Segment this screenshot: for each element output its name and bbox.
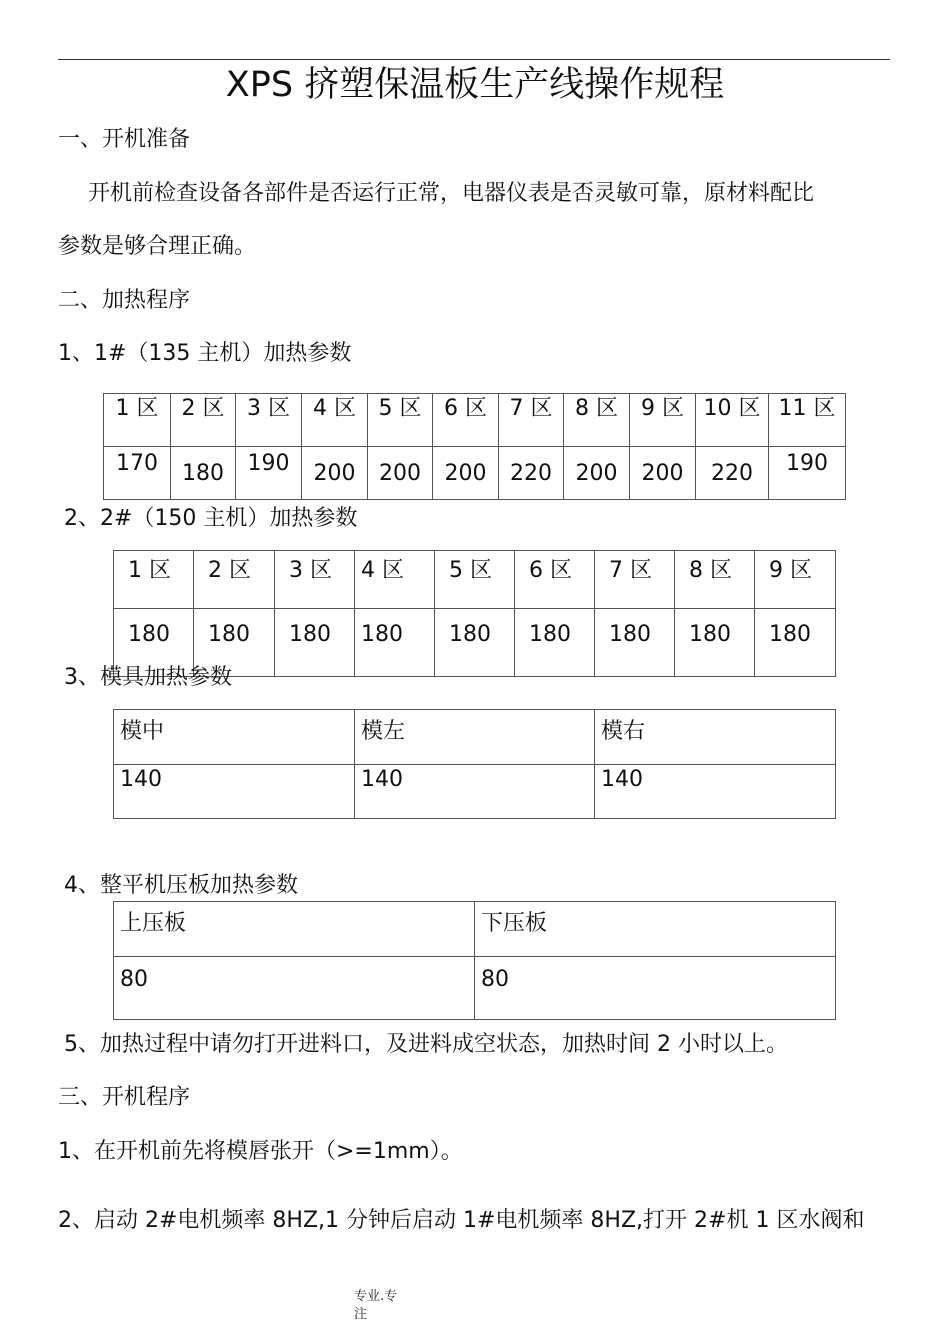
zone-header: 8 区 <box>564 394 630 447</box>
zone-value <box>769 447 846 500</box>
zone-header: 3 区 <box>236 394 302 447</box>
press-plate-header: 下压板 <box>475 902 836 957</box>
zone-value: 180 <box>595 609 675 677</box>
zone-header: 4 区 <box>302 394 368 447</box>
main-135-heating-table <box>103 393 846 500</box>
section-1-paragraph-line-1: 开机前检查设备各部件是否运行正常，电器仪表是否灵敏可靠，原材料配比 <box>88 181 815 206</box>
section-2-heading: 二、加热程序 <box>58 288 191 313</box>
zone-value <box>104 447 171 500</box>
zone-value: 180 <box>435 609 515 677</box>
zone-header: 3 区 <box>275 551 355 609</box>
zone-value-text: 190 <box>786 451 828 476</box>
zone-value <box>368 447 433 500</box>
mold-value: 140 <box>355 765 595 819</box>
zone-header: 9 区 <box>755 551 836 609</box>
zone-value-text: 170 <box>116 451 158 476</box>
press-plate-header: 上压板 <box>114 902 475 957</box>
zone-header: 2 区 <box>194 551 275 609</box>
footer-line-1: 专业.专 <box>354 1289 398 1304</box>
zone-header: 7 区 <box>499 394 564 447</box>
zone-header: 2 区 <box>171 394 236 447</box>
zone-header: 10 区 <box>696 394 769 447</box>
mold-header: 模中 <box>114 710 355 765</box>
header-rule <box>58 59 890 60</box>
table-2-caption: 2、2#（150 主机）加热参数 <box>64 506 358 531</box>
press-plate-heating-table <box>113 901 836 1020</box>
heating-note-5: 5、加热过程中请勿打开进料口，及进料成空状态，加热时间 2 小时以上。 <box>64 1032 788 1057</box>
zone-value-text: 200 <box>313 461 356 486</box>
zone-value <box>433 447 499 500</box>
zone-value-text: 200 <box>641 461 684 486</box>
zone-header: 6 区 <box>515 551 595 609</box>
zone-value-text: 200 <box>379 461 421 486</box>
zone-header: 1 区 <box>114 551 194 609</box>
zone-header: 6 区 <box>433 394 499 447</box>
mold-value: 140 <box>595 765 836 819</box>
zone-value-text: 180 <box>182 461 224 486</box>
zone-header: 5 区 <box>368 394 433 447</box>
zone-value <box>499 447 564 500</box>
zone-value: 180 <box>515 609 595 677</box>
table-3-caption: 3、模具加热参数 <box>64 665 232 690</box>
mold-value: 140 <box>114 765 355 819</box>
main-150-heating-table <box>113 550 836 677</box>
zone-value: 180 <box>675 609 755 677</box>
press-plate-value: 80 <box>114 957 475 1020</box>
zone-value <box>630 447 696 500</box>
zone-header: 8 区 <box>675 551 755 609</box>
zone-value-text: 220 <box>711 461 753 486</box>
zone-value: 180 <box>194 609 275 677</box>
section-1-paragraph-line-2: 参数是够合理正确。 <box>58 234 257 259</box>
startup-step-2: 2、启动 2#电机频率 8HZ,1 分钟后启动 1#电机频率 8HZ,打开 2#机 1 区水阀和 <box>58 1208 865 1233</box>
zone-header: 1 区 <box>104 394 171 447</box>
zone-header: 7 区 <box>595 551 675 609</box>
zone-value <box>564 447 630 500</box>
zone-header: 4 区 <box>355 551 435 609</box>
section-1-heading: 一、开机准备 <box>58 127 191 152</box>
zone-value-text: 190 <box>247 451 290 476</box>
mold-header: 模右 <box>595 710 836 765</box>
zone-value: 180 <box>355 609 435 677</box>
zone-value-text: 220 <box>510 461 552 486</box>
zone-value <box>171 447 236 500</box>
zone-value: 180 <box>114 609 194 677</box>
zone-header: 11 区 <box>769 394 846 447</box>
startup-step-1: 1、在开机前先将模唇张开（>=1mm）。 <box>58 1139 463 1164</box>
zone-value-text: 200 <box>575 461 618 486</box>
zone-value <box>696 447 769 500</box>
table-1-caption: 1、1#（135 主机）加热参数 <box>58 341 352 366</box>
zone-value: 180 <box>755 609 836 677</box>
press-plate-value: 80 <box>475 957 836 1020</box>
mold-header: 模左 <box>355 710 595 765</box>
table-4-caption: 4、整平机压板加热参数 <box>64 873 298 898</box>
zone-header: 9 区 <box>630 394 696 447</box>
footer-line-2: 注 <box>354 1307 368 1322</box>
zone-header: 5 区 <box>435 551 515 609</box>
zone-value: 180 <box>275 609 355 677</box>
document-title: XPS 挤塑保温板生产线操作规程 <box>225 65 725 105</box>
zone-value <box>236 447 302 500</box>
zone-value-text: 200 <box>444 461 487 486</box>
section-3-heading: 三、开机程序 <box>58 1085 191 1110</box>
zone-value <box>302 447 368 500</box>
mold-heating-table <box>113 709 836 819</box>
